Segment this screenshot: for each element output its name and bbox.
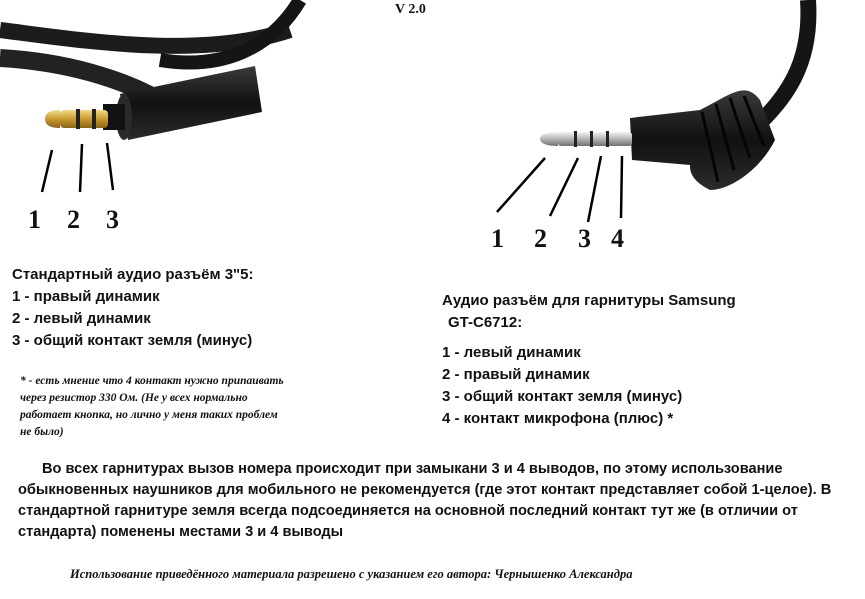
footnote-line-3: работает кнопка, но лично у меня таких проблем	[20, 409, 278, 421]
author-credit: Использование приведённого материала разрешено с указанием его автора: Чернышенко Александра	[70, 567, 633, 581]
right-legend-line-2: 2 - правый динамик	[442, 366, 590, 383]
right-legend-title: Аудио разъём для гарнитуры Samsung	[442, 292, 736, 309]
right-pin-1: 1	[491, 224, 504, 253]
left-legend	[12, 264, 254, 352]
left-pin-1: 1	[28, 205, 41, 234]
right-plug-body	[630, 90, 775, 190]
right-legend-line-3: 3 - общий контакт земля (минус)	[442, 388, 683, 405]
right-legend	[442, 290, 736, 430]
right-legend-line-1: 1 - левый динамик	[442, 344, 581, 361]
right-legend-line-4: 4 - контакт микрофона (плюс) *	[442, 410, 674, 427]
left-legend-line-2: 2 - левый динамик	[12, 310, 151, 327]
right-pin-pointers	[497, 156, 622, 222]
right-pin-4: 4	[611, 224, 624, 253]
left-legend-line-3: 3 - общий контакт земля (минус)	[12, 332, 253, 349]
left-pin-3: 3	[106, 205, 119, 234]
left-pin-2: 2	[67, 205, 80, 234]
explanation-paragraph: Во всех гарнитурах вызов номера происходит при замыкани 3 и 4 выводов, по этому использование обыкновенных наушников для мобильного не рекомендуется (где этот контакт представляет собой 1-целое). В стандартной гарнитуре земля всегда подсоединяется на основной последний контакт тут же (в отличии от стандарта) поменены местами 3 и 4 выводы	[18, 461, 832, 540]
left-legend-title: Стандартный аудио разъём 3"5:	[12, 266, 254, 283]
left-legend-line-1: 1 - правый динамик	[12, 288, 160, 305]
right-pin-2: 2	[534, 224, 547, 253]
footnote-line-4: не было)	[20, 426, 64, 438]
footnote-line-2: через резистор 330 Ом. (Не у всех нормально	[20, 392, 248, 404]
right-legend-model: GT-C6712:	[448, 314, 523, 331]
right-plug-tip	[540, 131, 632, 147]
left-pin-pointers	[42, 143, 113, 192]
footnote	[20, 373, 284, 441]
version-label: V 2.0	[395, 2, 426, 17]
right-pin-3: 3	[578, 224, 591, 253]
left-plug-tip	[45, 109, 108, 129]
footnote-line-1: * - есть мнение что 4 контакт нужно припаивать	[20, 375, 284, 387]
